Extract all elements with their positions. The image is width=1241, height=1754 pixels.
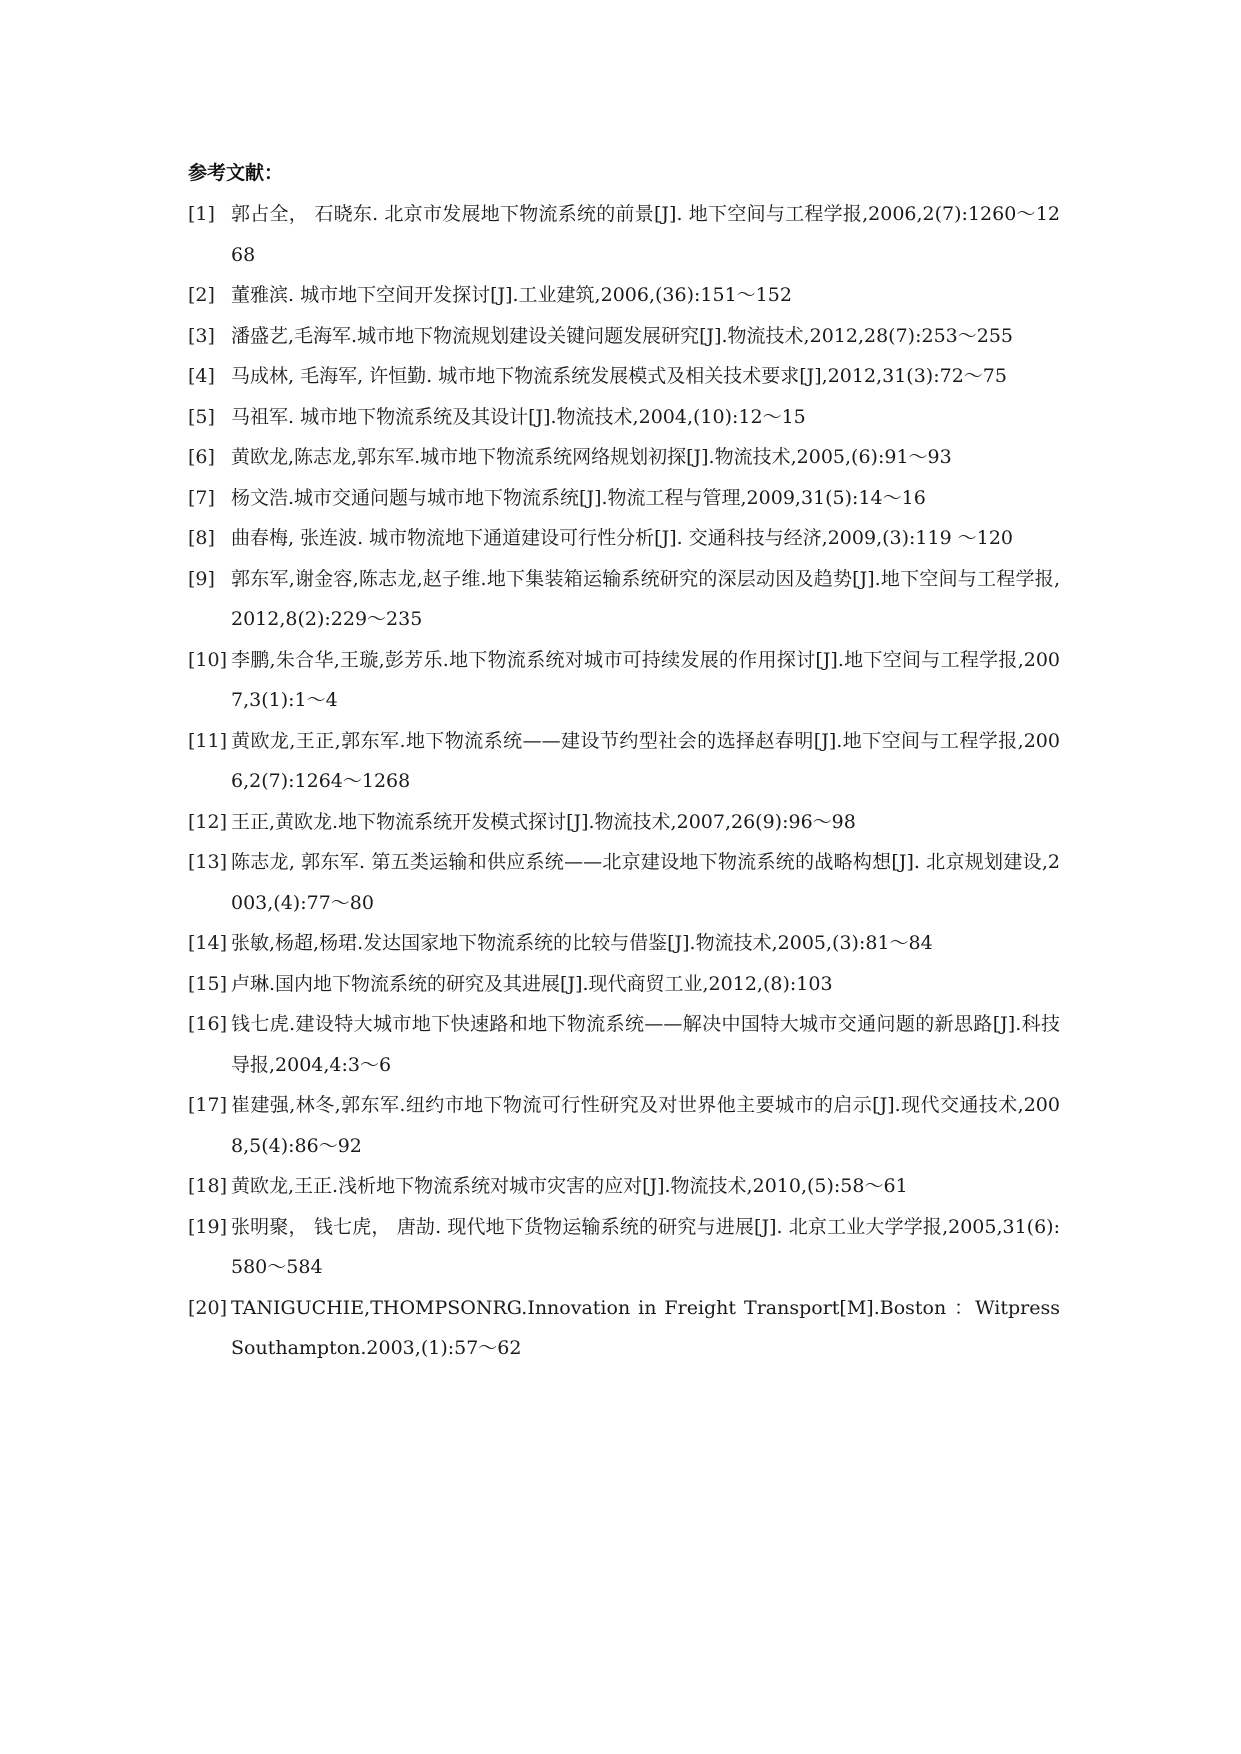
reference-text: 张敏,杨超,杨珺.发达国家地下物流系统的比较与借鉴[J].物流技术,2005,(3):81～84 (231, 932, 933, 954)
reference-item (188, 964, 1060, 1005)
reference-text: 王正,黄欧龙.地下物流系统开发模式探讨[J].物流技术,2007,26(9):96～98 (231, 810, 856, 833)
reference-text: 钱七虎.建设特大城市地下快速路和地下物流系统——解决中国特大城市交通问题的新思路[J].科技导报,2004,4:3～6 (231, 1013, 1060, 1076)
reference-text: 董雅滨. 城市地下空间开发探讨[J].工业建筑,2006,(36):151～152 (231, 284, 792, 306)
reference-item (188, 1288, 1060, 1369)
reference-item (188, 640, 1060, 721)
reference-number: [1] (188, 203, 215, 225)
reference-item (188, 316, 1060, 357)
reference-item (188, 559, 1060, 640)
reference-number: [8] (188, 527, 215, 549)
reference-number: [4] (188, 365, 215, 387)
reference-text: 卢琳.国内地下物流系统的研究及其进展[J].现代商贸工业,2012,(8):103 (231, 972, 833, 995)
reference-text: 郭东军,谢金容,陈志龙,赵子维.地下集装箱运输系统研究的深层动因及趋势[J].地下空间与工程学报,2012,8(2):229～235 (231, 567, 1060, 630)
reference-item (188, 721, 1060, 802)
reference-text: 郭占全， 石晓东. 北京市发展地下物流系统的前景[J]. 地下空间与工程学报,2006,2(7):1260～1268 (231, 203, 1060, 266)
reference-text: 黄欧龙,王正,郭东军.地下物流系统——建设节约型社会的选择赵春明[J].地下空间与工程学报,2006,2(7):1264～1268 (231, 729, 1060, 792)
reference-number: [7] (188, 486, 215, 509)
reference-text: TANIGUCHIE,THOMPSONRG.Innovation in Freight Transport[M].Boston ：Witpress Southampton.2003,(1):57～62 (231, 1296, 1060, 1359)
reference-number: [15] (188, 972, 228, 995)
reference-number: [16] (188, 1013, 228, 1035)
reference-number: [2] (188, 284, 215, 306)
reference-item (188, 437, 1060, 478)
reference-number: [5] (188, 405, 215, 428)
reference-item (188, 194, 1060, 275)
reference-item (188, 1207, 1060, 1288)
reference-number: [19] (188, 1215, 228, 1238)
reference-text: 潘盛艺,毛海军.城市地下物流规划建设关键问题发展研究[J].物流技术,2012,28(7):253～255 (231, 324, 1014, 347)
reference-text: 黄欧龙,陈志龙,郭东军.城市地下物流系统网络规划初探[J].物流技术,2005,(6):91～93 (231, 446, 952, 468)
reference-item (188, 842, 1060, 923)
reference-number: [13] (188, 851, 228, 873)
reference-number: [14] (188, 932, 228, 954)
reference-number: [20] (188, 1296, 228, 1319)
reference-text: 马祖军. 城市地下物流系统及其设计[J].物流技术,2004,(10):12～15 (231, 405, 806, 428)
reference-item (188, 802, 1060, 843)
reference-item (188, 1004, 1060, 1085)
reference-text: 张明聚， 钱七虎， 唐劼. 现代地下货物运输系统的研究与进展[J]. 北京工业大学学报,2005,31(6):580～584 (231, 1215, 1060, 1278)
reference-text: 黄欧龙,王正.浅析地下物流系统对城市灾害的应对[J].物流技术,2010,(5):58～61 (231, 1175, 908, 1197)
reference-item (188, 478, 1060, 519)
reference-item (188, 356, 1060, 397)
reference-text: 马成林, 毛海军, 许恒勤. 城市地下物流系统发展模式及相关技术要求[J],2012,31(3):72～75 (231, 365, 1007, 387)
reference-number: [9] (188, 567, 215, 590)
references-heading: 参考文献： (188, 162, 284, 184)
reference-number: [11] (188, 729, 228, 752)
reference-number: [10] (188, 648, 228, 671)
reference-number: [6] (188, 446, 215, 468)
reference-list (188, 194, 1060, 1369)
reference-item (188, 275, 1060, 316)
reference-text: 杨文浩.城市交通问题与城市地下物流系统[J].物流工程与管理,2009,31(5):14～16 (231, 486, 926, 509)
reference-text: 曲春梅, 张连波. 城市物流地下通道建设可行性分析[J]. 交通科技与经济,2009,(3):119 ～120 (231, 527, 1013, 549)
reference-number: [17] (188, 1094, 228, 1116)
references-section (188, 158, 1060, 1369)
reference-number: [18] (188, 1175, 228, 1197)
reference-text: 崔建强,林冬,郭东军.纽约市地下物流可行性研究及对世界他主要城市的启示[J].现代交通技术,2008,5(4):86～92 (231, 1094, 1060, 1157)
reference-text: 陈志龙, 郭东军. 第五类运输和供应系统——北京建设地下物流系统的战略构想[J]. 北京规划建设,2003,(4):77～80 (231, 851, 1060, 914)
reference-number: [3] (188, 324, 215, 347)
reference-item (188, 923, 1060, 964)
reference-number: [12] (188, 810, 228, 833)
reference-item (188, 1166, 1060, 1207)
reference-item (188, 518, 1060, 559)
reference-item (188, 397, 1060, 438)
reference-item (188, 1085, 1060, 1166)
reference-text: 李鹏,朱合华,王璇,彭芳乐.地下物流系统对城市可持续发展的作用探讨[J].地下空间与工程学报,2007,3(1):1～4 (231, 648, 1060, 711)
